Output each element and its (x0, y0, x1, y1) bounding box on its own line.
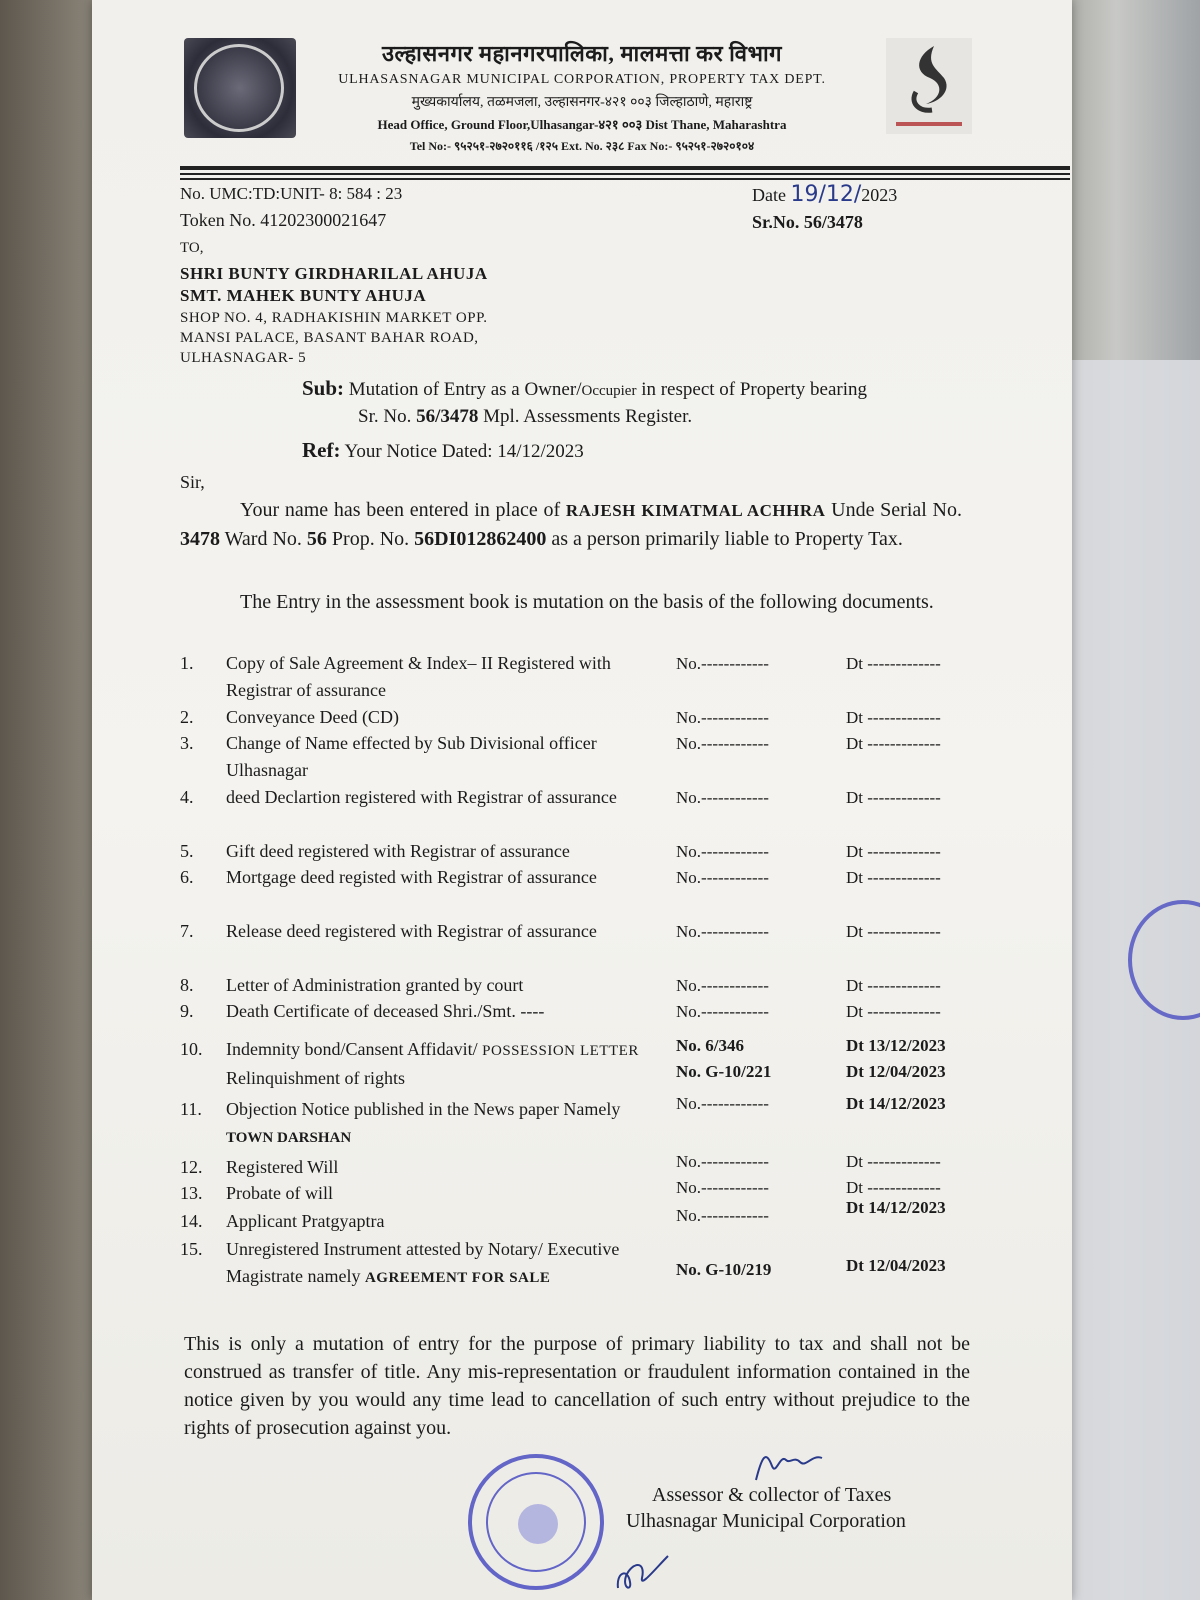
token-number: Token No. 41202300021647 (180, 210, 387, 230)
serial-number: Sr.No. 56/3478 (752, 212, 863, 232)
header-rule (180, 178, 1070, 180)
letterhead-marathi-address: मुख्यकार्यालय, तळमजला, उल्हासनगर-४२१ ००३ जिल्हाठाणे, महाराष्ट्र (411, 95, 753, 110)
body-paragraph-1: Your name has been entered in place of RAJESH KIMATMAL ACHHRA Unde Serial No. 3478 Ward No. 56 Prop. No. 56DI012862400 as a person primarily liable to Property Tax. (180, 499, 962, 550)
addressee-name-2: SMT. MAHEK BUNTY AHUJA (180, 286, 427, 305)
letterhead (272, 38, 892, 154)
swachh-logo (886, 38, 972, 134)
to-label: TO, (180, 240, 204, 256)
reference-line: Ref: Your Notice Dated: 14/12/2023 (302, 438, 584, 462)
reference-number: No. UMC:TD:UNIT- 8: 584 : 23 (180, 184, 403, 203)
salutation: Sir, (180, 472, 205, 492)
documents-list: 1. Copy of Sale Agreement & Index– II Registered with Registrar of assurance No.------------ Dt ------------- 2. Conveyance Deed (CD) No.------------ Dt ------------- 3. Change of Name effected by Sub Divisional officer Ulhasnagar No.------------ Dt ------------- 4. deed Declartion registered with Registrar of assurance No.------------ Dt ------------- 5. Gift deed registered with Registrar of assurance No.------------ Dt ------------- 6. Mortgage deed registed with Registrar of assurance No.------------ Dt ------------- 7. Release deed registered with Registrar of assurance No.------------ Dt ------------- 8. Letter of Administration granted by court No.------------ Dt ------------- 9. Death Certificate of deceased Shri./Smt. ---- No.------------ Dt ------------- 10. Indemnity bond/Cansent Affidavit/ POSSESSION LETTER Relinquishment of rights No. 6/346 No. G-10/221 Dt 13/12/2023 Dt 12/04/2023 11. Objection Notice published in the News paper Namely TOWN DARSHAN No.------------ Dt 14/12/2023 12. Registered Will No.------------ Dt ------------- 13. Probate of will No.------------ Dt ------------- 14. Applicant Pratgyaptra No.------------ Dt 14/12/2023 15. Unregistered Instrument attested by Notary/ Executive Magistrate namely AGREEMENT FOR SALE No. G-10/219 Dt 12/04/2023 (180, 653, 946, 1286)
initials-scribble (612, 1548, 672, 1594)
body-paragraph-2: The Entry in the assessment book is mutation on the basis of the following documents. (240, 591, 934, 613)
letterhead-contact: Tel No:- ९५२५१-२७२०११६ /१२५ Ext. No. २३८ Fax No:- ९५२५१-२७२०१०४ (409, 139, 755, 153)
addressee-address-2: MANSI PALACE, BASANT BAHAR ROAD, (180, 330, 479, 346)
header-rule (180, 166, 1070, 170)
header-rule (180, 173, 1070, 175)
signatory-organisation: Ulhasnagar Municipal Corporation (626, 1510, 906, 1532)
signature-scribble (752, 1446, 832, 1486)
addressee-address-1: SHOP NO. 4, RADHAKISHIN MARKET OPP. (180, 310, 488, 326)
document-sheet (92, 0, 1072, 1600)
letterhead-english-title: ULHASASNAGAR MUNICIPAL CORPORATION, PROPERTY TAX DEPT. (338, 72, 826, 87)
background-left (0, 0, 95, 1600)
addressee-name-1: SHRI BUNTY GIRDHARILAL AHUJA (180, 264, 488, 283)
letterhead-english-address: Head Office, Ground Floor,Ulhasangar-४२१ ००३ Dist Thane, Maharashtra (377, 117, 787, 132)
corporation-seal-stamp (468, 1454, 604, 1590)
addressee-address-3: ULHASNAGAR- 5 (180, 350, 307, 366)
subject-line-1: Sub: Mutation of Entry as a Owner/Occupier in respect of Property bearing (302, 376, 868, 400)
handwritten-date: 19/12/ (790, 182, 862, 207)
letterhead-marathi-title: उल्हासनगर महानगरपालिका, मालमत्ता कर विभाग (381, 41, 783, 66)
disclaimer-paragraph: This is only a mutation of entry for the purpose of primary liability to tax and shall not be construed as transfer of title. Any mis-representation or fraudulent information contained in the notice given by you would any time lead to cancellation of such entry without prejudice to the rights of prosecution against you. (184, 1333, 970, 1439)
letter-date: Date 19/12/2023 (752, 182, 898, 207)
signatory-title: Assessor & collector of Taxes (652, 1484, 892, 1506)
subject-line-2: Sr. No. 56/3478 Mpl. Assessments Register. (358, 406, 693, 427)
